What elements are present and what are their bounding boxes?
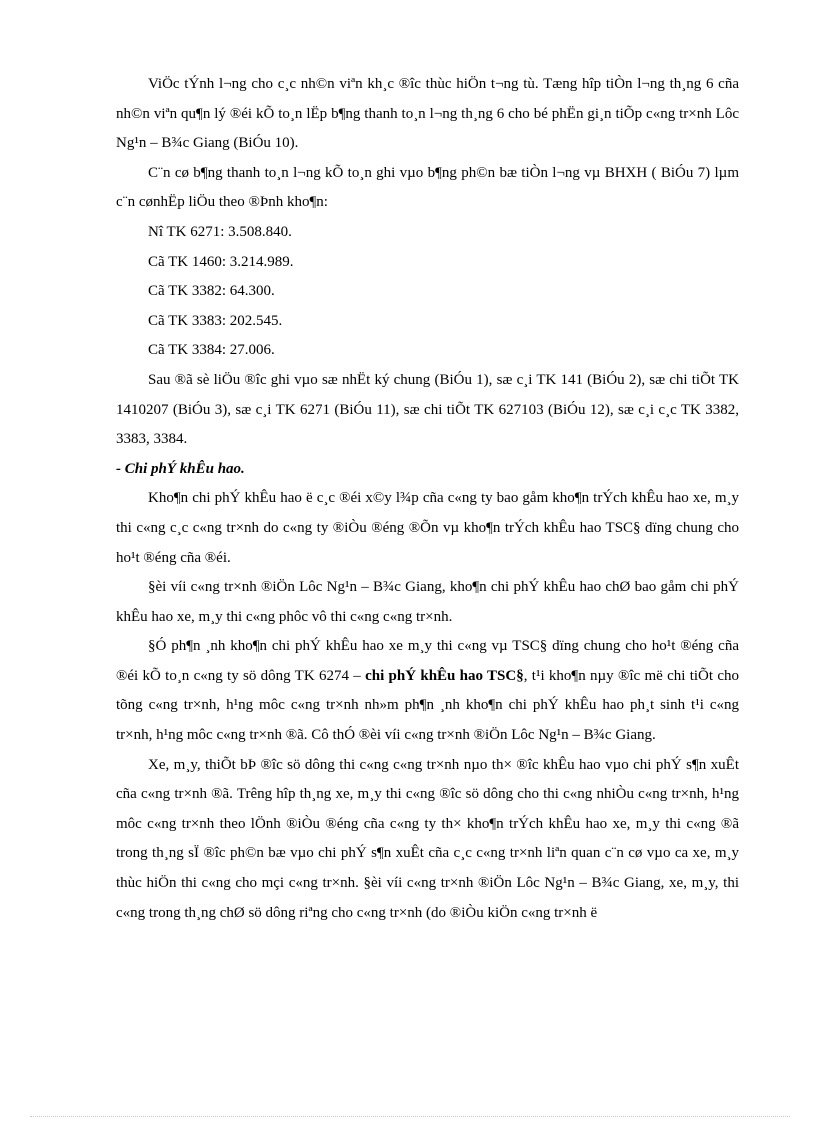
paragraph-depreciation-project: §èi víi c«ng tr×nh ®iÖn Lôc Ng¹n – B¾c Giang, kho¶n chi phÝ khÊu hao chØ bao gåm chi phÝ khÊu hao xe, m¸y thi c«ng phôc vô thi c«ng c«ng tr×nh.	[116, 579, 739, 625]
paragraph-allocation: C¨n cø b¶ng thanh to¸n l¬ng kÕ to¸n ghi vµo b¶ng ph©n bæ tiÒn l¬ng vµ BHXH ( BiÓu 7) lµm c¨n cønhËp liÖu theo ®Þnh kho¶n:	[116, 164, 739, 211]
paragraph-depreciation-scope: Kho¶n chi phÝ khÊu hao ë c¸c ®éi x©y l¾p cña c«ng ty bao gåm kho¶n trÝch khÊu hao xe, m¸y thi c«ng c¸c c«ng tr×nh do c«ng ty ®iÒu ®éng ®Õn vµ kho¶n trÝch khÊu hao TSC§ dïng chung cho ho¹t ®éng cña ®éi.	[116, 490, 739, 566]
paragraph-ledger-posting: Sau ®ã sè liÖu ®îc ghi vµo sæ nhËt ký chung (BiÓu 1), sæ c¸i TK 141 (BiÓu 2), sæ chi tiÕt TK 1410207 (BiÓu 3), sæ c¸i TK 6271 (BiÓu 11), sæ chi tiÕt TK 627103 (BiÓu 12), sæ c¸i c¸c TK 3382, 3383, 3384.	[116, 371, 739, 448]
entry-credit-1460: Cã TK 1460: 3.214.989.	[148, 253, 294, 270]
paragraph-salary-calc: ViÖc tÝnh l¬ng cho c¸c nh©n viªn kh¸c ®îc thùc hiÖn t¬ng tù. Tæng hîp tiÒn l¬ng th¸ng 6 cña nh©n viªn qu¶n lý ®éi kÕ to¸n lËp b¶ng thanh to¸n l¬ng th¸ng 6 cho bé phËn gi¸n tiÕp c«ng tr×nh Lôc Ng¹n – B¾c Giang (BiÓu 10).	[116, 76, 739, 152]
paragraph-account-6274	[116, 632, 739, 750]
paragraph-equipment-allocation: Xe, m¸y, thiÕt bÞ ®îc sö dông thi c«ng c«ng tr×nh nµo th× ®îc khÊu hao vµo chi phÝ s¶n xuÊt cña c«ng tr×nh ®ã. Trêng hîp th¸ng xe, m¸y thi c«ng ®îc sö dông cho thi c«ng nhiÒu c«ng tr×nh, h¹ng môc c«ng tr×nh theo lÖnh ®iÒu ®éng cña c«ng ty th× kho¶n trÝch khÊu hao xe, m¸y thi c«ng ®ã trong th¸ng sÏ ®îc ph©n bæ vµo chi phÝ s¶n xuÊt cña c¸c c«ng tr×nh liªn quan c¨n cø vµo ca xe, m¸y thùc hiÖn thi c«ng cho mçi c«ng tr×nh. §èi víi c«ng tr×nh ®iÖn Lôc Ng¹n – B¾c Giang, xe, m¸y, thi c«ng trong th¸ng chØ sö dông riªng cho c«ng tr×nh (do ®iÒu kiÖn c«ng tr×nh ë	[116, 756, 739, 921]
account-6274-text-before: §Ó ph¶n ¸nh kho¶n chi phÝ khÊu hao xe m¸y thi c«ng vµ TSC§ dïng chung cho ho¹t ®éng cña ®éi kÕ to¸n c«ng ty sö dông TK 6274 –	[116, 638, 739, 684]
entry-debit-6271: Nî TK 6271: 3.508.840.	[148, 223, 292, 240]
body-text	[116, 70, 739, 928]
entry-credit-3383: Cã TK 3383: 202.545.	[148, 312, 283, 329]
page-bottom-rule	[30, 1116, 790, 1117]
account-6274-bold-term: chi phÝ khÊu hao TSC§	[365, 667, 524, 684]
section-heading-depreciation: - Chi phÝ khÊu hao.	[116, 460, 245, 477]
entry-credit-3384: Cã TK 3384: 27.006.	[148, 342, 275, 359]
entry-credit-3382: Cã TK 3382: 64.300.	[148, 283, 275, 300]
account-6274-text-after: , t¹i kho¶n nµy ®îc më chi tiÕt cho tõng c«ng tr×nh, h¹ng môc c«ng tr×nh nh»m ph¶n ¸nh kho¶n chi phÝ khÊu hao ph¸t sinh t¹i c«ng tr×nh, h¹ng môc c«ng tr×nh ®ã. Cô thÓ ®èi víi c«ng tr×nh ®iÖn Lôc Ng¹n – B¾c Giang.	[116, 667, 739, 744]
